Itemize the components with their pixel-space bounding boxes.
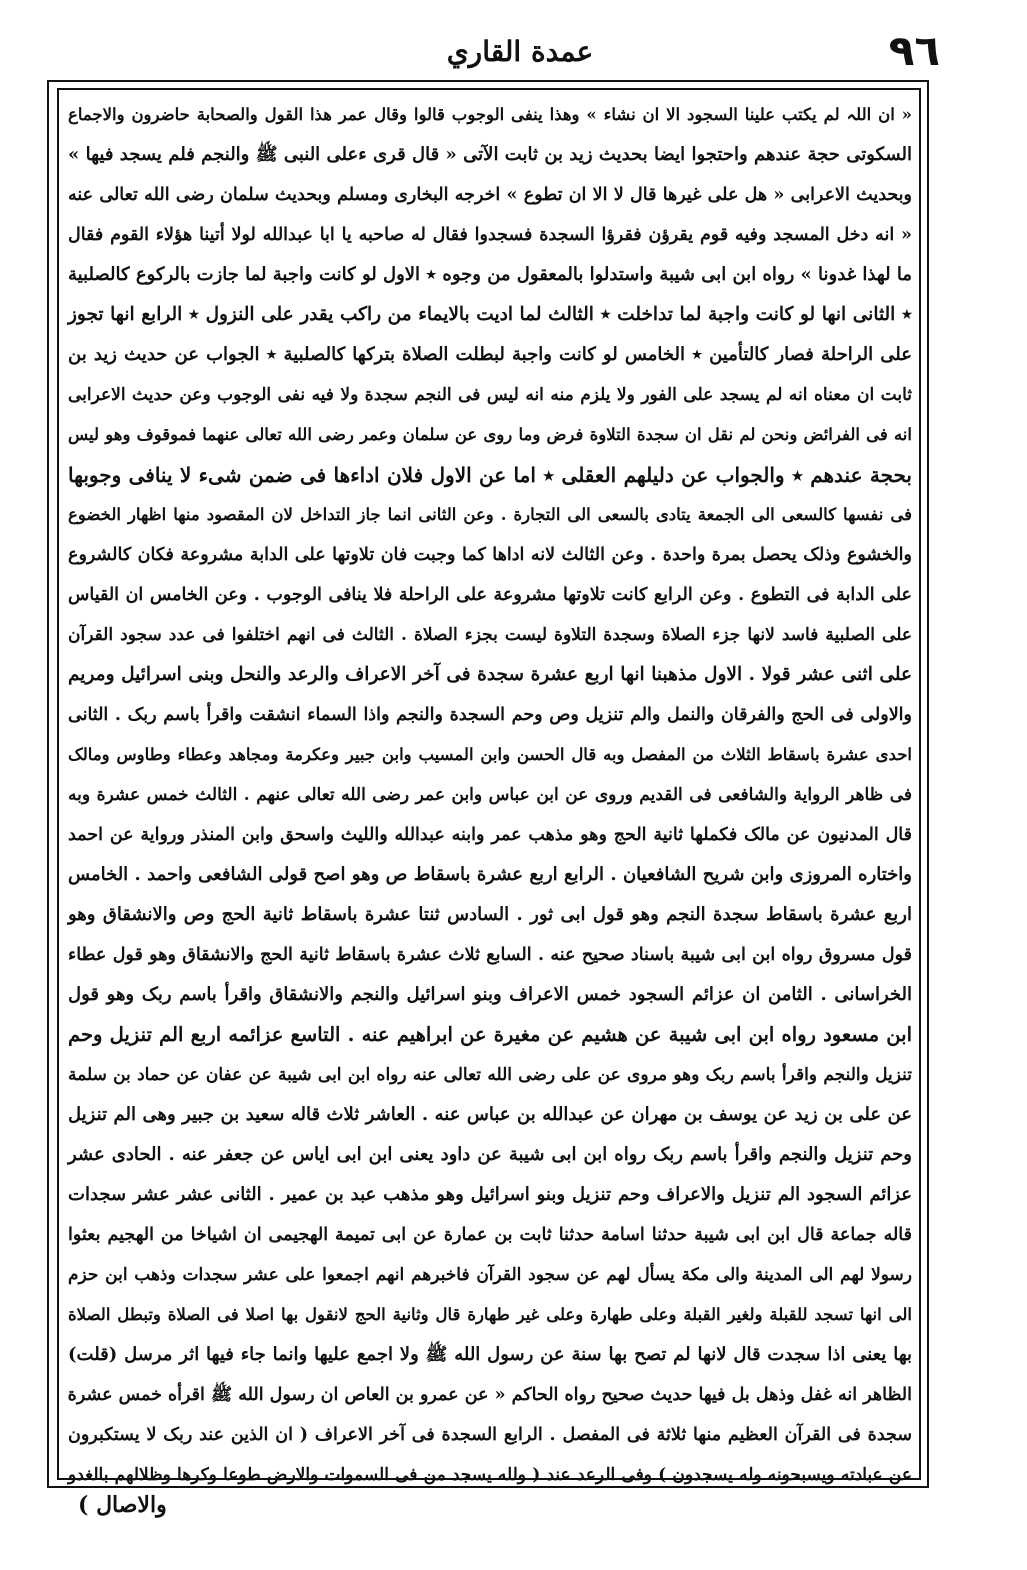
page-number: ٩٦ <box>888 26 940 75</box>
text-line: والاولی فی الحج والفرقان والنمل والم تنزیل وص وحم السجدة والنجم واذا السماء انشقت واقرأ باسم ربک . الثانی <box>68 705 912 725</box>
text-line: احدی عشرة باسقاط الثلاث من المفصل وبه قال الحسن وابن المسیب وابن جبیر وعکرمة ومجاهد وعطاء وطاوس ومالک <box>68 745 912 764</box>
text-line: تنزیل والنجم واقرأ باسم ربک وهو مروی عن علی رضی الله تعالى عنه رواه ابن ابی شیبة عن عفان عن حماد بن سلمة <box>68 1065 912 1085</box>
text-line: ابن مسعود رواه ابن ابی شیبة عن هشیم عن مغیرة عن ابراهیم عنه . التاسع عزائمه اربع الم تنزیل وحم <box>68 1023 912 1046</box>
catchword: والاصال ) <box>78 1492 167 1518</box>
text-line: قول مسروق رواه ابن ابی شیبة باسناد صحیح عنه . السابع ثلاث عشرة باسقاط ثانیة الحج والانشقاق وهو قول عطاء <box>68 945 912 965</box>
text-line: علی الراحلة فصار کالتأمین ٭ الخامس لو کانت واجبة لبطلت الصلاة بترکها کالصلبیة ٭ الجواب عن حدیث زید بن <box>68 344 912 365</box>
text-line: وحم تنزیل والنجم واقرأ باسم ربک رواه ابن ابی شیبة عن داود یعنی ابن ابی ایاس عن جعفر عنه . الحادی عشر <box>68 1144 912 1165</box>
text-line: السکوتی حجة عندهم واحتجوا ایضا بحدیث زید بن ثابت الآتی « قال قری ءعلی النبی ﷺ والنجم فلم یسجد فیها » <box>68 144 912 165</box>
text-line: الظاهر انه غفل وذهل بل فیها حدیث صحیح رواه الحاکم « عن عمرو بن العاص ان رسول الله ﷺ اقرأه خمس عشرة <box>67 1385 912 1405</box>
running-title: عمدة القاري <box>446 35 594 68</box>
text-line: ما لهذا غدونا » رواه ابن ابی شیبة واستدلوا بالمعقول من وجوه ٭ الاول لو کانت واجبة لما جازت بالرکوع کالصلبیة <box>67 264 912 285</box>
text-line: الی انها تسجد للقبلة ولغیر القبلة وعلی طهارة وعلی غیر طهارة قال وثانیة الحج لانقول بها اصلا فی الصلاة وتبطل الصلاة <box>68 1305 912 1324</box>
text-line: علی الصلبیة فاسد لانها جزء الصلاة وسجدة التلاوة لیست بجزء الصلاة . الثالث فی انهم اختلفوا فی عدد سجود القرآن <box>68 625 912 645</box>
text-line: عن علی بن زید عن یوسف بن مهران عن عبدالله بن عباس عنه . العاشر ثلاث قاله سعید بن جبیر وهی الم تنزیل <box>68 1104 912 1125</box>
main-text <box>64 95 916 1485</box>
text-line: عزائم السجود الم تنزیل والاعراف وحم تنزیل وبنو اسرائیل وهو مذهب عبد بن عمیر . الثانی عشر عشر سجدات <box>68 1184 912 1205</box>
text-line: واختاره المروزی وابن شریح الشافعیان . الرابع اربع عشرة باسقاط ص وهو اصح قولی الشافعی واحمد . الخامس <box>68 864 912 885</box>
page-header <box>60 22 940 78</box>
text-line: بها یعنی اذا سجدت قال لانها لم تصح بها سنة عن رسول الله ﷺ ولا اجمع علیها وانما جاء فیها اثر مرسل (قلت) <box>68 1344 912 1365</box>
text-line: اربع عشرة باسقاط سجدة النجم وهو قول ابی ثور . السادس ثنتا عشرة باسقاط ثانیة الحج وص والانشقاق وهو <box>68 904 912 925</box>
text-line: قال المدنیون عن مالک فکملها ثانیة الحج وهو مذهب عمر وابنه عبدالله واللیث واسحق وابن المنذر ورواية عن احمد <box>68 825 912 845</box>
text-line: فی ظاهر الروایة والشافعی فی القدیم وروی عن ابن عباس وابن عمر رضی الله تعالى عنهم . الثالث خمس عشرة وبه <box>68 785 912 805</box>
text-line: انه فی الفرائض ونحن لم نقل ان سجدة التلاوة فرض وما روی عن سلمان وعمر رضی الله تعالى عنهما فموقوف وهو لیس <box>68 425 912 444</box>
text-line: فی نفسها کالسعی الی الجمعة یتادی بالسعی الی التجارة . وعن الثانی انما جاز التداخل لان المقصود منها اظهار الخضوع <box>68 505 912 524</box>
text-line: وبحدیث الاعرابی « هل علی غیرها قال لا الا ان تطوع » اخرجه البخاری ومسلم وبحدیث سلمان رضی الله تعالى عنه <box>68 185 912 205</box>
text-line: عن عبادته ویسبحونه وله یسجدون ) وفی الرعد عند ( ولله یسجد من فی السموات والارض طوعا وکرها وظلالهم بالغدو <box>68 1465 912 1485</box>
text-line: سجدة فی القرآن العظیم منها ثلاثة فی المفصل . الرابع السجدة فی آخر الاعراف ( ان الذین عند ربک لا یستکبرون <box>68 1425 912 1445</box>
text-line: الخراسانی . الثامن ان عزائم السجود خمس الاعراف وبنو اسرائیل والنجم والانشقاق واقرأ باسم ربک وهو قول <box>68 984 912 1005</box>
text-line: ثابت ان معناه انه لم یسجد علی الفور ولا یلزم منه انه لیس فی النجم سجدة ولا فیه نفی الوجوب وعن حدیث الاعرابی <box>68 385 912 405</box>
text-line: بحجة عندهم ٭ والجواب عن دلیلهم العقلی ٭ اما عن الاول فلان اداءها فی ضمن شیء لا ینافی وجوبها <box>68 463 912 487</box>
text-line: « ان اللہ لم یکتب علینا السجود الا ان نشاء » وهذا ینفی الوجوب قالوا وقال عمر هذا القول والصحابة حاضرون والاجماع <box>68 105 912 124</box>
text-line: ٭ الثانی انها لو کانت واجبة لما تداخلت ٭ الثالث لما ادیت بالایماء من راکب یقدر علی النزول ٭ الرابع انها تجوز <box>68 304 912 325</box>
text-line: قاله جماعة قال ابن ابی شیبة حدثنا اسامة حدثنا ثابت بن عمارة عن ابی تمیمة الهجیمی ان اشیاخا من الهجیم بعثوا <box>68 1225 912 1245</box>
text-line: والخشوع وذلک یحصل بمرة واحدة . وعن الثالث لانه اداها کما وجبت فان تلاوتها علی الدابة مشروعة فکان کالشروع <box>68 545 912 565</box>
text-line: علی الدابة فی التطوع . وعن الرابع کانت تلاوتها مشروعة علی الراحلة فلا ینافی الوجوب . وعن الخامس ان القیاس <box>68 585 912 605</box>
text-line: رسولا لهم الی المدینة والی مکة یسأل لهم عن سجود القرآن فاخبرهم انهم اجمعوا علی عشر سجدات وذهب ابن حزم <box>68 1265 912 1285</box>
text-line: علی اثنی عشر قولا . الاول مذهبنا انها اربع عشرة سجدة فی آخر الاعراف والرعد والنحل وبنی اسرائیل ومریم <box>68 664 912 685</box>
text-line: « انه دخل المسجد وفیه قوم یقرؤن فقرؤا السجدة فسجدوا فقال له صاحبه یا ابا عبدالله لولا أتینا هؤلاء القوم فقال <box>68 225 912 245</box>
